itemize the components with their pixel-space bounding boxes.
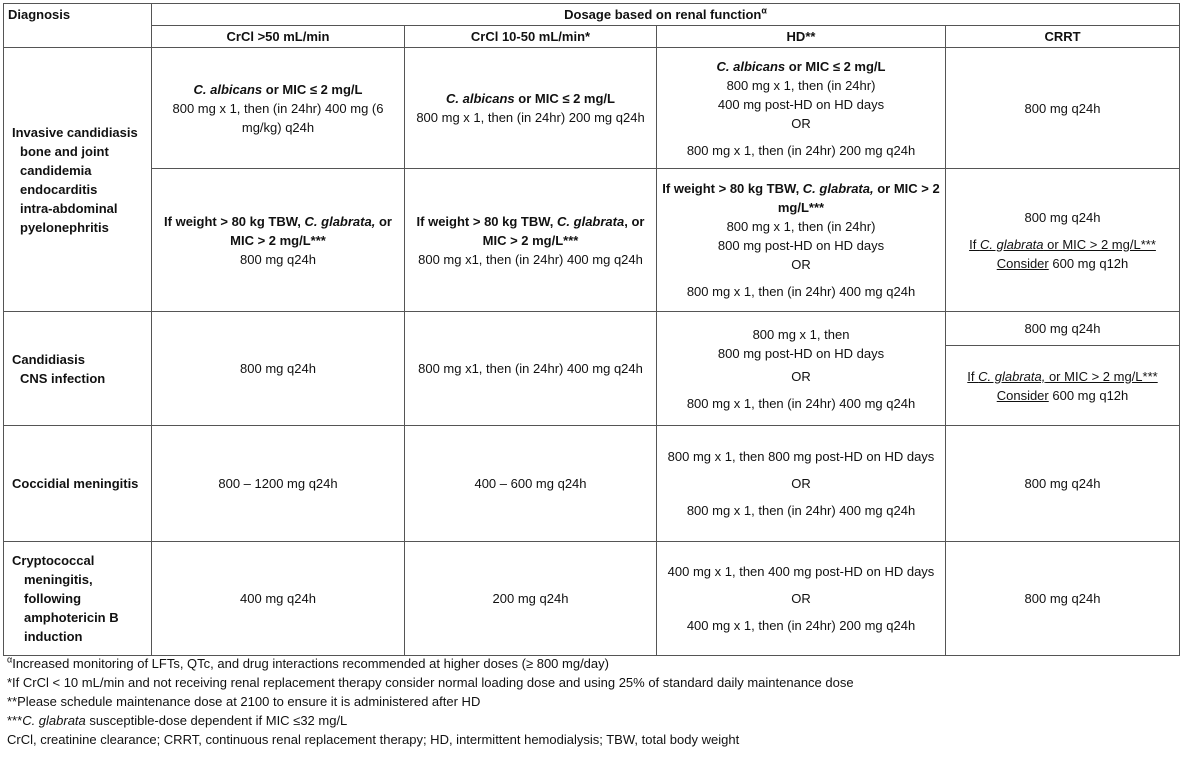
cns-row-a: [4, 312, 1180, 346]
dose-text: 800 mg x 1, then (in 24hr): [726, 77, 876, 93]
invasive-1-high: [152, 48, 405, 169]
invasive-1-crrt: 800 mg q24h: [946, 48, 1180, 169]
crypto-dx-line: meningitis,: [24, 572, 93, 587]
header-row-1: [4, 4, 1180, 26]
header-crrt: CRRT: [946, 26, 1180, 48]
condition: or MIC > 2 mg/L***: [1043, 236, 1156, 252]
condition: or MIC ≤ 2 mg/L: [514, 91, 615, 106]
crypto-crrt: 800 mg q24h: [946, 542, 1180, 656]
header-dosage: [152, 4, 1180, 26]
invasive-dx-line: intra-abdominal: [20, 200, 118, 216]
footnote-star2: **Please schedule maintenance dose at 2100 to ensure it is administered after HD: [7, 694, 481, 709]
header-crcl-high: CrCl >50 mL/min: [152, 26, 405, 48]
cns-dx-line: CNS infection: [20, 370, 106, 386]
footnote-star3-prefix: ***: [7, 713, 23, 728]
organism: C. glabrata: [979, 236, 1044, 252]
condition: or MIC ≤ 2 mg/L: [785, 58, 886, 74]
invasive-dx-line: candidemia: [20, 162, 92, 178]
dose-text: 600 mg q12h: [1048, 255, 1129, 271]
cns-high: 800 mg q24h: [152, 312, 405, 426]
or-label: OR: [791, 591, 811, 606]
organism: C. albicans: [716, 58, 786, 74]
or-label: OR: [791, 476, 811, 491]
dose-text: 800 mg x 1, then (in 24hr) 200 mg q24h: [416, 110, 645, 125]
header-crcl-mid: CrCl 10-50 mL/min*: [405, 26, 657, 48]
condition: If weight > 80 kg TBW,: [416, 213, 558, 229]
invasive-1-mid: [405, 48, 657, 169]
dose-text: 800 mg x 1, then (in 24hr) 400 mg (6 mg/kg) q24h: [172, 100, 384, 135]
header-hd: HD**: [657, 26, 946, 48]
or-label: OR: [791, 368, 811, 384]
condition: or MIC > 2 mg/L***: [777, 181, 940, 215]
cns-dx-line: Candidiasis: [12, 351, 85, 367]
condition: or MIC > 2 mg/L***: [230, 213, 392, 248]
invasive-1-hd: [657, 48, 946, 169]
consider-label: Consider: [996, 255, 1049, 271]
invasive-2-mid: [405, 169, 657, 312]
invasive-2-hd: [657, 169, 946, 312]
dose-text: 800 mg x 1, then (in 24hr) 400 mg q24h: [686, 503, 916, 518]
dose-text: 800 mg q24h: [240, 251, 316, 267]
dose-text: 400 mg post-HD on HD days: [717, 96, 885, 112]
invasive-row-1: [4, 48, 1180, 169]
organism: C. glabrata: [557, 213, 625, 229]
condition: If weight > 80 kg TBW,: [164, 213, 305, 229]
invasive-2-high: [152, 169, 405, 312]
crypto-mid: 200 mg q24h: [405, 542, 657, 656]
footnote-alpha-text: Increased monitoring of LFTs, QTc, and drug interactions recommended at higher doses (≥ 800 mg/day): [12, 656, 609, 671]
coccidial-row: [4, 426, 1180, 542]
crypto-hd: [657, 542, 946, 656]
organism: C. albicans: [446, 91, 515, 106]
invasive-dx-line: bone and joint: [20, 143, 109, 159]
invasive-row-2: [4, 169, 1180, 312]
dose-text: 800 mg post-HD on HD days: [717, 345, 885, 361]
coccidial-diagnosis: Coccidial meningitis: [4, 426, 152, 542]
header-diagnosis: [4, 4, 152, 48]
cns-crrt-bottom: [946, 346, 1180, 426]
dose-text: 400 mg x 1, then (in 24hr) 200 mg q24h: [686, 618, 916, 633]
condition: If: [967, 368, 979, 384]
invasive-dx-line: endocarditis: [20, 181, 98, 197]
invasive-diagnosis: [4, 48, 152, 312]
coccidial-high: 800 – 1200 mg q24h: [152, 426, 405, 542]
header-dosage-mark: α: [761, 5, 767, 16]
organism: C. albicans: [193, 81, 263, 97]
crypto-dx-line: induction: [24, 629, 83, 644]
dose-text: 800 mg q24h: [1024, 209, 1101, 225]
footnote-star3: [7, 711, 1177, 730]
crypto-dx-line: amphotericin B: [24, 610, 119, 625]
crypto-dx-line: Cryptococcal: [12, 553, 95, 568]
dose-text: 800 mg x 1, then 800 mg post-HD on HD days: [667, 449, 935, 464]
invasive-2-crrt: [946, 169, 1180, 312]
cns-hd: [657, 312, 946, 426]
consider-label: Consider: [996, 387, 1049, 403]
crypto-diagnosis: [4, 542, 152, 656]
header-dosage-label: Dosage based on renal function: [564, 7, 762, 22]
footnotes: [7, 654, 1177, 749]
condition: , or MIC > 2 mg/L***: [482, 213, 645, 248]
footnote-alpha: [7, 654, 1177, 673]
coccidial-hd: [657, 426, 946, 542]
organism: C. glabrata,: [978, 368, 1046, 384]
dose-text: 800 mg x 1, then: [752, 326, 850, 342]
dose-text: 800 mg x 1, then (in 24hr) 200 mg q24h: [686, 142, 916, 158]
dose-text: 800 mg post-HD on HD days: [717, 238, 885, 253]
crypto-row: [4, 542, 1180, 656]
dose-text: 800 mg x 1, then (in 24hr) 400 mg q24h: [686, 284, 916, 299]
dose-text: 600 mg q12h: [1048, 387, 1129, 403]
condition: or MIC ≤ 2 mg/L: [262, 81, 363, 97]
cns-diagnosis: [4, 312, 152, 426]
or-label: OR: [791, 115, 811, 131]
dosage-table: [3, 3, 1180, 656]
invasive-dx-line: Invasive candidiasis: [12, 124, 138, 140]
coccidial-crrt: 800 mg q24h: [946, 426, 1180, 542]
footnote-alpha-mark: α: [7, 654, 13, 665]
or-label: OR: [791, 257, 811, 272]
footnote-abbreviations: CrCl, creatinine clearance; CRRT, continuous renal replacement therapy; HD, intermittent hemodialysis; TBW, total body weight: [7, 732, 740, 747]
condition: If weight > 80 kg TBW,: [662, 181, 803, 196]
crypto-dx-line: following: [24, 591, 82, 606]
organism: C. glabrata: [22, 713, 86, 728]
dose-text: 800 mg x 1, then (in 24hr) 400 mg q24h: [686, 395, 916, 411]
dose-text: 400 mg x 1, then 400 mg post-HD on HD days: [667, 564, 935, 579]
crypto-high: 400 mg q24h: [152, 542, 405, 656]
invasive-dx-line: pyelonephritis: [20, 219, 109, 235]
footnote-star3-text: susceptible-dose dependent if MIC ≤32 mg/L: [85, 713, 348, 728]
header-row-2: [4, 26, 1180, 48]
dose-text: 800 mg x1, then (in 24hr) 400 mg q24h: [418, 251, 643, 267]
header-diagnosis-label: Diagnosis: [8, 7, 71, 22]
organism: C. glabrata,: [802, 181, 874, 196]
condition: If: [969, 236, 980, 252]
coccidial-mid: 400 – 600 mg q24h: [405, 426, 657, 542]
condition: or MIC > 2 mg/L***: [1045, 368, 1158, 384]
cns-mid: 800 mg x1, then (in 24hr) 400 mg q24h: [405, 312, 657, 426]
cns-crrt-top: 800 mg q24h: [946, 312, 1180, 346]
dose-text: 800 mg x 1, then (in 24hr): [726, 219, 876, 234]
footnote-star1: *If CrCl < 10 mL/min and not receiving renal replacement therapy consider normal loading dose and using 25% of standard daily maintenance dose: [7, 675, 854, 690]
organism: C. glabrata,: [304, 213, 376, 229]
